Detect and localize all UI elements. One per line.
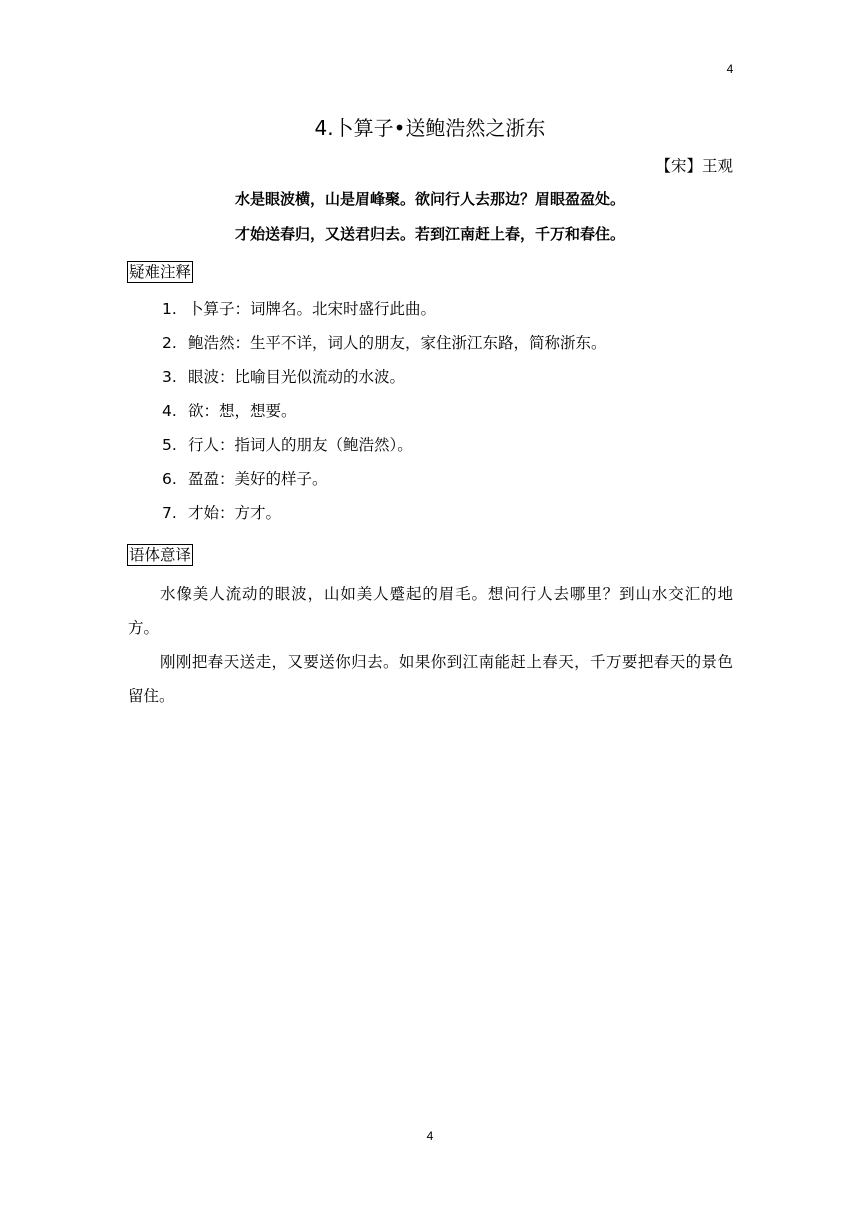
poem-line-2: 才始送春归，又送君归去。若到江南赶上春，千万和春住。 <box>234 225 625 243</box>
note-item-7 <box>162 502 732 536</box>
page-number-top: 4 <box>726 62 734 76</box>
poem-line-1: 水是眼波横，山是眉峰聚。欲问行人去那边？眉眼盈盈处。 <box>234 190 625 208</box>
note-text: 眼波：比喻目光似流动的水波。 <box>188 368 406 386</box>
note-number: 4. <box>162 402 177 420</box>
poem-title: 4.卜算子•送鲍浩然之浙东 <box>314 116 546 140</box>
note-text: 才始：方才。 <box>188 504 282 522</box>
page-number-bottom: 4 <box>426 1129 434 1143</box>
note-item-2 <box>162 332 732 366</box>
note-number: 2. <box>162 334 177 352</box>
note-text: 卜算子：词牌名。北宋时盛行此曲。 <box>188 300 437 318</box>
note-text: 行人：指词人的朋友（鲍浩然）。 <box>188 436 413 454</box>
note-item-3 <box>162 366 732 400</box>
note-item-4 <box>162 400 732 434</box>
translation-paragraph-1: 水像美人流动的眼波，山如美人蹙起的眉毛。想问行人去哪里？到山水交汇的地方。 <box>128 585 733 637</box>
note-number: 5. <box>162 436 177 454</box>
note-text: 欲：想，想要。 <box>188 402 297 420</box>
poem-author: 【宋】王观 <box>655 157 733 175</box>
note-number: 7. <box>162 504 177 522</box>
note-text: 鲍浩然：生平不详，词人的朋友，家住浙江东路，简称浙东。 <box>188 334 607 352</box>
translation-paragraph-2: 刚刚把春天送走，又要送你归去。如果你到江南能赶上春天，千万要把春天的景色留住。 <box>128 653 733 705</box>
translation-heading: 语体意译 <box>129 546 192 564</box>
note-item-6 <box>162 468 732 502</box>
note-number: 3. <box>162 368 177 386</box>
note-item-1 <box>162 298 732 332</box>
notes-heading: 疑难注释 <box>129 263 192 281</box>
note-number: 1. <box>162 300 177 318</box>
note-number: 6. <box>162 470 177 488</box>
notes-list <box>162 298 732 536</box>
note-item-5 <box>162 434 732 468</box>
note-text: 盈盈：美好的样子。 <box>188 470 328 488</box>
